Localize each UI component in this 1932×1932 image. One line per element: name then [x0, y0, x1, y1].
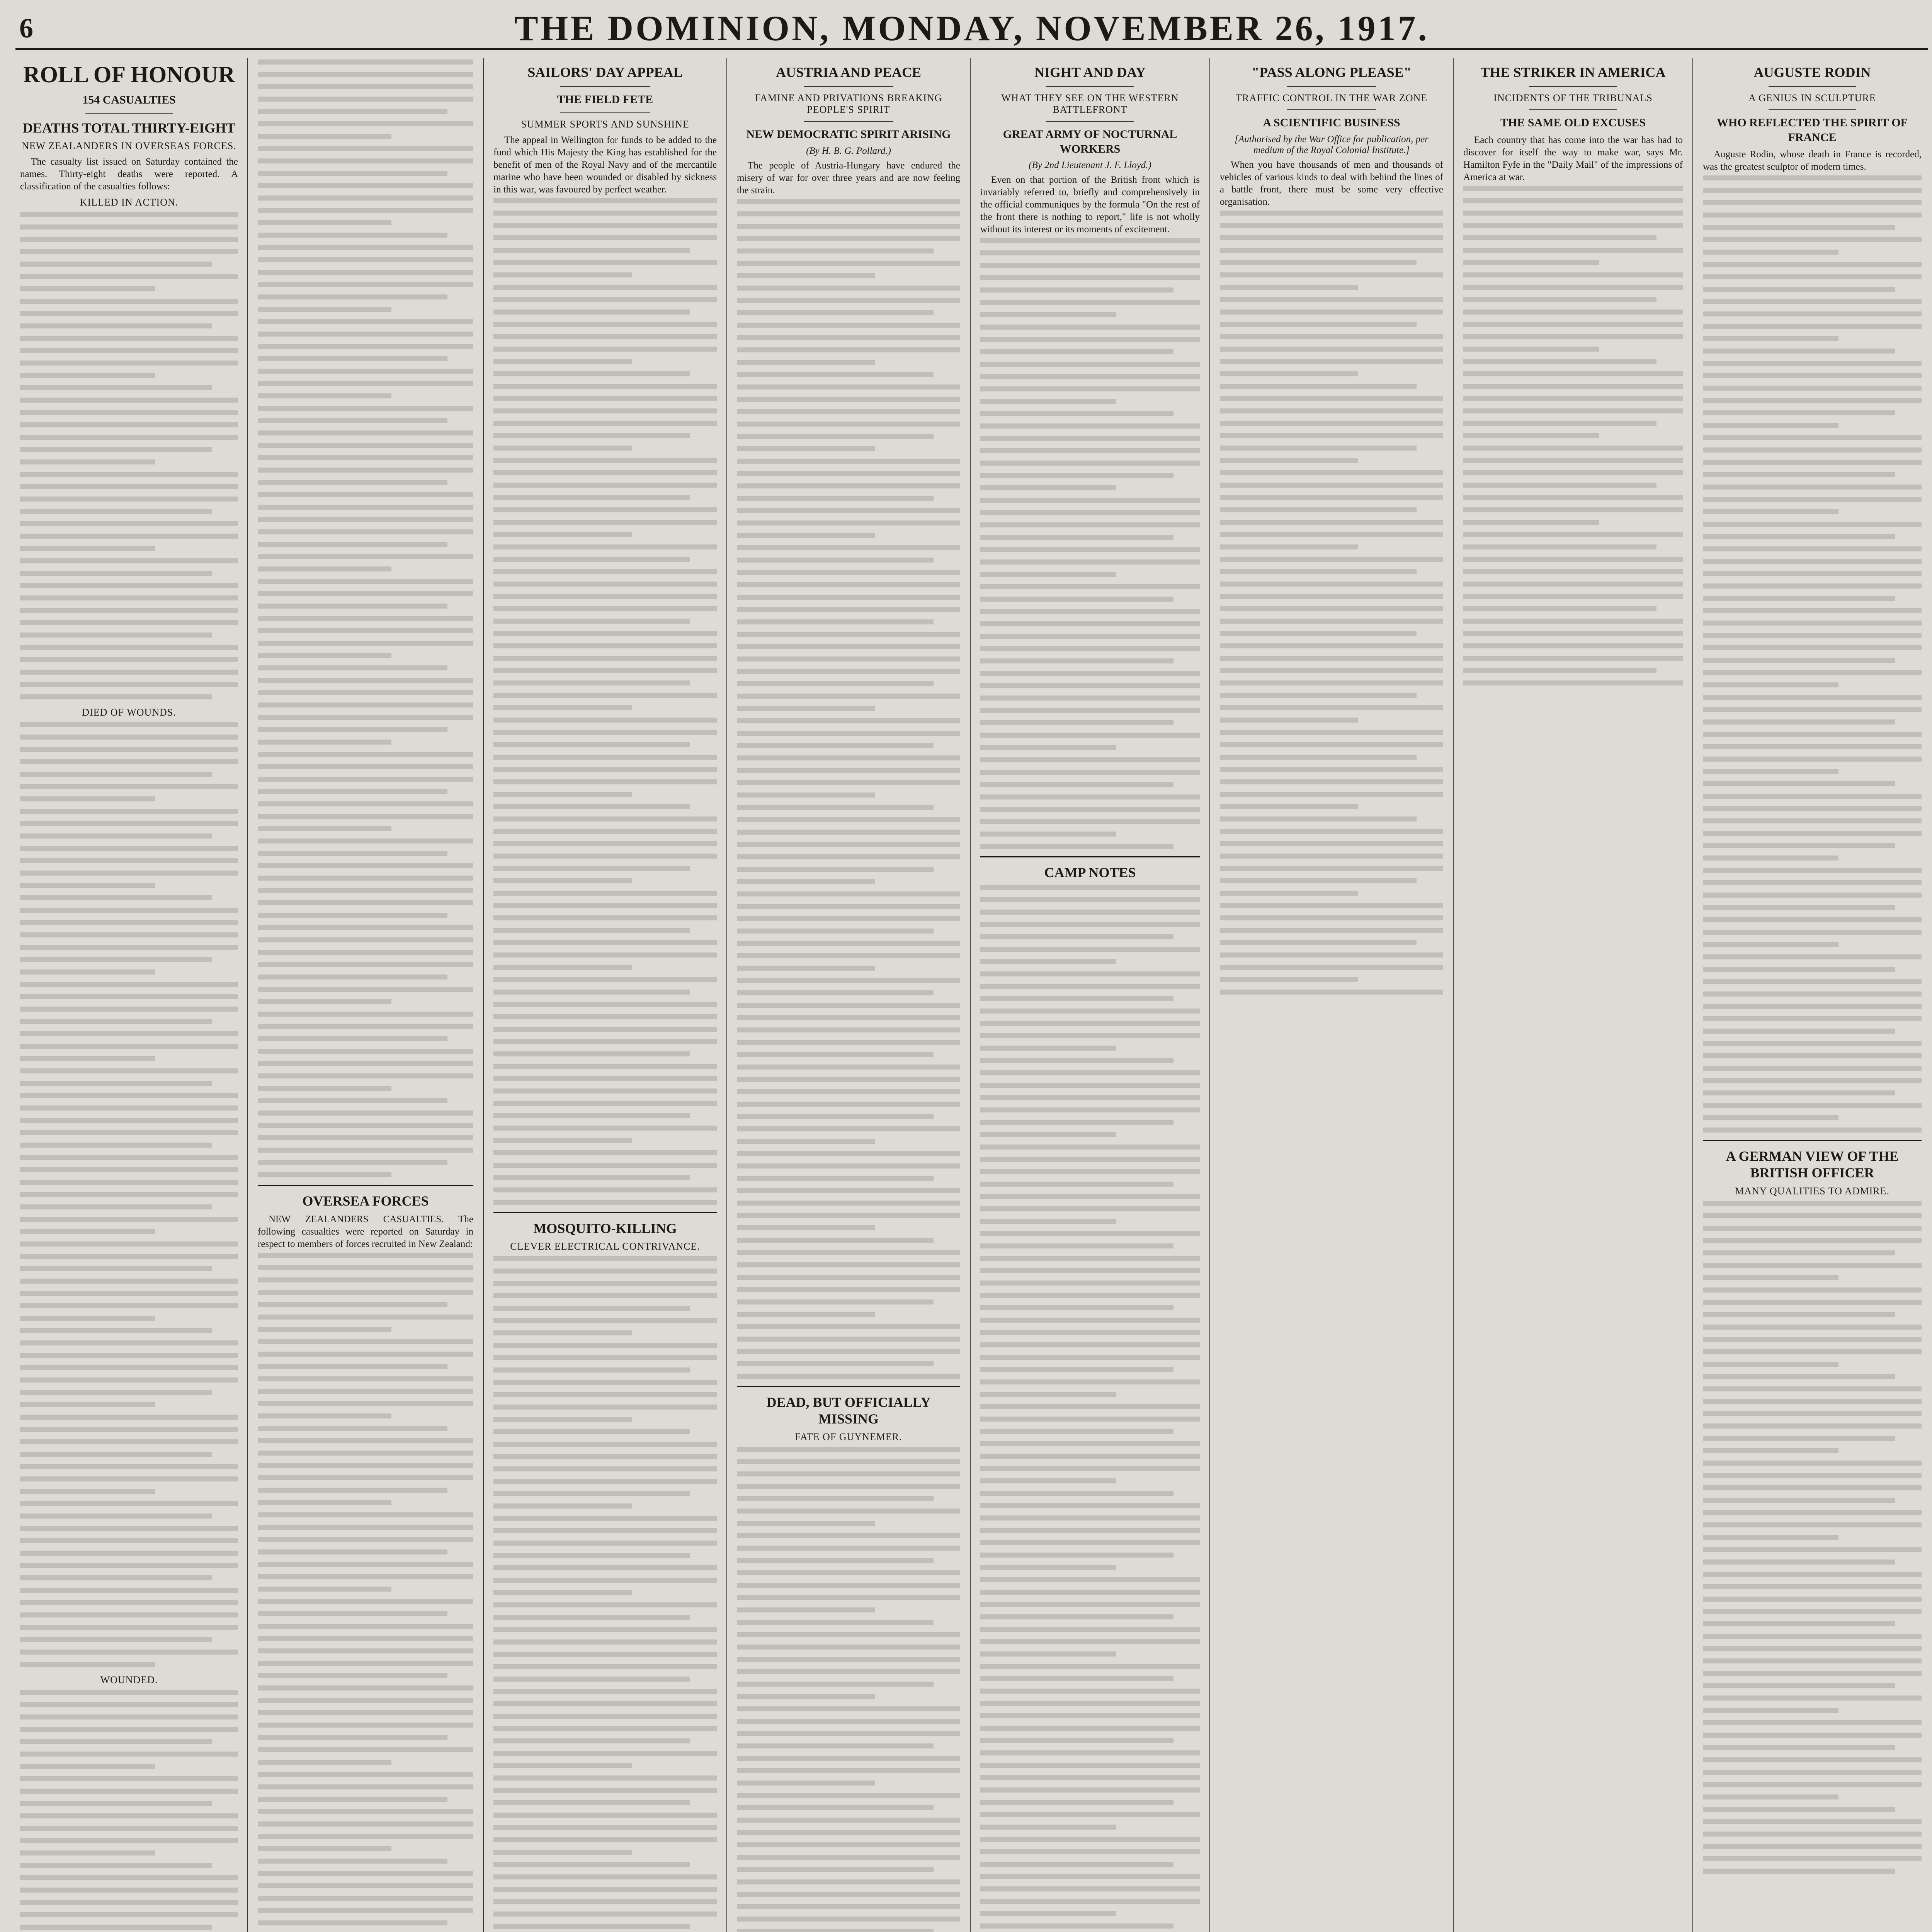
page-number: 6	[19, 13, 33, 44]
byline: (By 2nd Lieutenant J. F. Lloyd.)	[1029, 160, 1151, 171]
byline: (By H. B. G. Pollard.)	[806, 145, 891, 156]
section-heading: KILLED IN ACTION.	[80, 196, 179, 208]
subheadline: FATE OF GUYNEMER.	[795, 1431, 902, 1443]
subheadline: THE FIELD FETE	[557, 93, 653, 106]
byline: [Authorised by the War Office for publication, per medium of the Royal Colonial Institute.]	[1235, 134, 1429, 155]
subheadline: DEATHS TOTAL THIRTY-EIGHT	[22, 120, 236, 136]
body-text-block	[20, 1690, 238, 1932]
article-intro: Even on that portion of the British front which is invariably referred to, briefly and comprehensively in the official communiques by the formula "On the rest of the front there is nothing to report," life is not wholly without its interest or its moments of excitement.	[980, 175, 1200, 235]
headline: SAILORS' DAY APPEAL	[527, 65, 683, 80]
article-intro: The casualty list issued on Saturday contained the names. Thirty-eight deaths were reported. A classification of the casualties follows:	[20, 156, 238, 192]
headline: ROLL OF HONOUR	[23, 62, 235, 87]
column-rule	[1692, 58, 1693, 1932]
body-text-block	[258, 1253, 473, 1932]
subheadline: 154 CASUALTIES	[82, 94, 176, 106]
masthead	[15, 5, 1928, 50]
article-intro: NEW ZEALANDERS CASUALTIES. The following casualties were reported on Saturday in respect to members of forces recruited in New Zealand:	[258, 1214, 473, 1250]
column-pass-along-please	[1211, 58, 1452, 1932]
column-night-and-day	[972, 58, 1208, 1932]
subheadline: MANY QUALITIES TO ADMIRE.	[1735, 1185, 1890, 1197]
column-roll-of-honour	[12, 58, 247, 1932]
section-heading: WOUNDED.	[100, 1674, 158, 1685]
headline: "PASS ALONG PLEASE"	[1252, 65, 1412, 80]
headline: OVERSEA FORCES	[302, 1193, 429, 1209]
article-intro: The people of Austria-Hungary have endured the misery of war for over three years and are now feeling the strain.	[737, 160, 960, 196]
subheadline: WHO REFLECTED THE SPIRIT OF FRANCE	[1716, 116, 1908, 144]
column-striker-in-america	[1455, 58, 1691, 1932]
column-rule	[247, 58, 248, 1932]
subheadline: THE SAME OLD EXCUSES	[1500, 116, 1646, 129]
headline: AUSTRIA AND PEACE	[776, 65, 922, 80]
headline: THE STRIKER IN AMERICA	[1480, 65, 1666, 80]
column-rule	[970, 58, 971, 1932]
body-text-block	[493, 198, 717, 1205]
body-text-block	[1220, 211, 1443, 995]
body-text-block	[1703, 1201, 1922, 1874]
body-text-block	[493, 1256, 717, 1932]
newspaper-title: THE DOMINION, MONDAY, NOVEMBER 26, 1917.	[514, 9, 1429, 48]
subheadline: WHAT THEY SEE ON THE WESTERN BATTLEFRONT	[1001, 92, 1179, 116]
body-text-block	[737, 199, 960, 1379]
body-text-block	[1463, 186, 1683, 685]
column-austria-and-peace	[728, 58, 969, 1932]
subheadline: NEW DEMOCRATIC SPIRIT ARISING	[746, 128, 951, 141]
subheadline: A GENIUS IN SCULPTURE	[1748, 92, 1876, 104]
headline: CAMP NOTES	[1044, 865, 1136, 881]
article-intro: When you have thousands of men and thousands of vehicles of various kinds to deal with behind the lines of a battle front, there must be some very effective organisation.	[1220, 159, 1443, 207]
column-auguste-rodin	[1694, 58, 1930, 1932]
article-intro: The appeal in Wellington for funds to be added to the fund which His Majesty the King has established for the benefit of men of the Royal Navy and of the mercantile marine who have been wounded or disabled by sickness in this war, was favoured by perfect weather.	[493, 134, 717, 195]
column-rule	[1453, 58, 1454, 1932]
headline: NIGHT AND DAY	[1034, 65, 1146, 80]
subheadline: INCIDENTS OF THE TRIBUNALS	[1493, 92, 1653, 104]
column-sailors-day	[485, 58, 725, 1932]
headline: AUGUSTE RODIN	[1753, 65, 1871, 80]
body-text-block	[20, 212, 238, 699]
column-rule	[1209, 58, 1210, 1932]
body-text-block	[1703, 175, 1922, 1133]
headline: DEAD, BUT OFFICIALLY MISSING	[766, 1394, 931, 1427]
body-text-block	[737, 1447, 960, 1932]
subheadline: CLEVER ELECTRICAL CONTRIVANCE.	[510, 1240, 700, 1252]
subheadline: A SCIENTIFIC BUSINESS	[1263, 116, 1400, 129]
column-oversea-forces	[249, 58, 482, 1932]
article-intro: Each country that has come into the war has had to discover for itself the way to make war, says Mr. Hamilton Fyfe in the "Daily Mail" of the impressions of America at war.	[1463, 134, 1683, 182]
body-text-block	[980, 885, 1200, 1932]
body-text-block	[980, 238, 1200, 849]
headline: A GERMAN VIEW OF THE BRITISH OFFICER	[1726, 1148, 1899, 1181]
body-text-block	[20, 722, 238, 1667]
section-heading: DIED OF WOUNDS.	[82, 706, 176, 718]
subheadline: GREAT ARMY OF NOCTURNAL WORKERS	[1003, 128, 1177, 155]
subheadline: TRAFFIC CONTROL IN THE WAR ZONE	[1235, 92, 1428, 104]
subheadline: SUMMER SPORTS AND SUNSHINE	[521, 118, 689, 130]
subheadline: FAMINE AND PRIVATIONS BREAKING PEOPLE'S SPIRIT	[755, 92, 942, 116]
column-rule	[483, 58, 484, 1932]
column-rule	[726, 58, 727, 1932]
article-intro: Auguste Rodin, whose death in France is recorded, was the greatest sculptor of modern times.	[1703, 149, 1922, 172]
headline: MOSQUITO-KILLING	[533, 1220, 677, 1236]
section-heading: NEW ZEALANDERS IN OVERSEAS FORCES.	[22, 140, 236, 151]
body-text-block	[258, 60, 473, 1177]
